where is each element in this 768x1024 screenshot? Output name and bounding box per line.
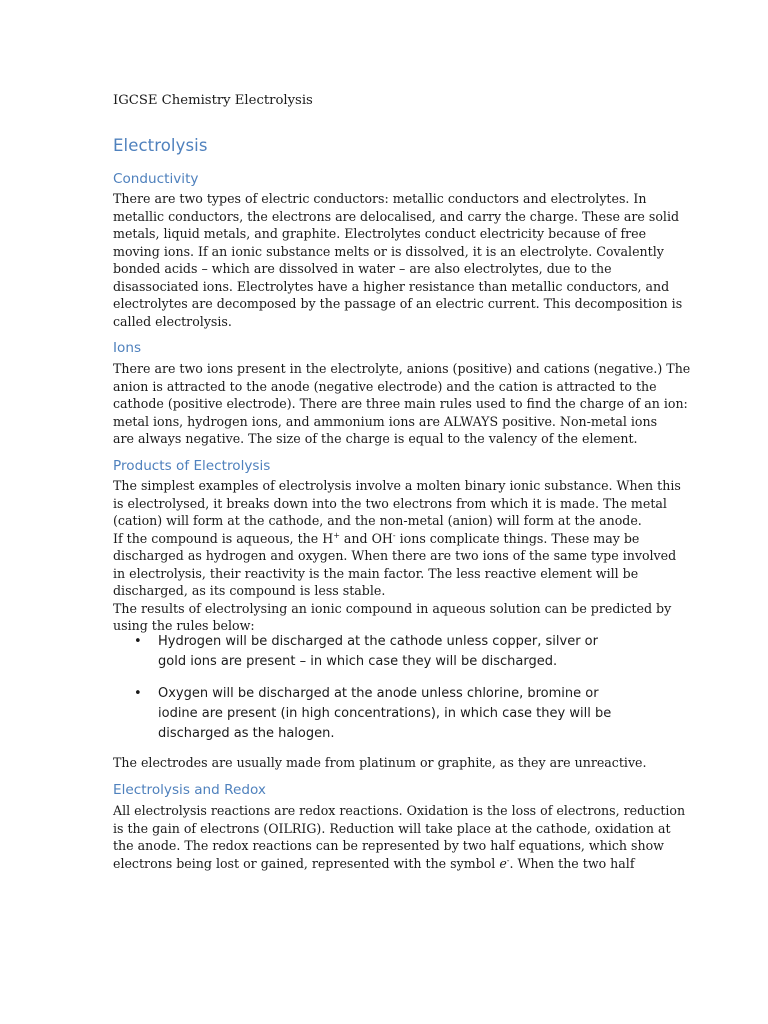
list-item bbox=[113, 684, 673, 744]
superscript: - bbox=[392, 530, 396, 540]
text-line: anion is attracted to the anode (negative electrode) and the cation is attracted to the bbox=[113, 378, 657, 394]
text-line: The simplest examples of electrolysis involve a molten binary ionic substance. When this bbox=[113, 478, 681, 493]
document-header: IGCSE Chemistry Electrolysis bbox=[113, 93, 313, 108]
text-line: in electrolysis, their reactivity is the main factor. The less reactive element will be bbox=[113, 565, 639, 581]
text-line: electrolytes are decomposed by the passage of an electric current. This decomposition is bbox=[113, 296, 683, 311]
electron-symbol: e bbox=[499, 855, 507, 871]
text-line: There are two types of electric conductors: metallic conductors and electrolytes. In bbox=[113, 191, 647, 206]
heading-redox: Electrolysis and Redox bbox=[113, 782, 266, 798]
text-line: Hydrogen will be discharged at the cathode unless copper, silver or bbox=[158, 634, 598, 649]
rules-bullet-list bbox=[113, 632, 673, 756]
text-run: ions complicate things. These may be bbox=[395, 530, 640, 546]
text-run: electrons being lost or gained, represented with the symbol bbox=[113, 855, 500, 871]
superscript: - bbox=[506, 855, 510, 865]
heading-products: Products of Electrolysis bbox=[113, 458, 271, 474]
document-title: Electrolysis bbox=[113, 136, 208, 155]
paragraph-products bbox=[113, 477, 681, 635]
text-line: metallic conductors, the electrons are delocalised, and carry the charge. These are solid bbox=[113, 208, 680, 224]
text-line: All electrolysis reactions are redox reactions. Oxidation is the loss of electrons, reduction bbox=[113, 803, 686, 818]
text-run: and OH bbox=[339, 530, 393, 546]
text-line: cathode (positive electrode). There are three main rules used to find the charge of an ion: bbox=[113, 396, 688, 411]
paragraph-ions bbox=[113, 360, 691, 448]
text-line: The results of electrolysing an ionic compound in aqueous solution can be predicted by bbox=[113, 600, 672, 616]
heading-ions: Ions bbox=[113, 340, 142, 356]
bullet-icon: • bbox=[134, 634, 142, 649]
bullet-icon: • bbox=[134, 686, 142, 701]
superscript: + bbox=[333, 530, 340, 540]
text-line: disassociated ions. Electrolytes have a higher resistance than metallic conductors, and bbox=[113, 278, 670, 294]
text-line: is electrolysed, it breaks down into the two electrons from which it is made. The metal bbox=[113, 495, 667, 511]
text-line: moving ions. If an ionic substance melts or is dissolved, it is an electrolyte. Covalently bbox=[113, 243, 664, 259]
paragraph-electrodes bbox=[113, 754, 673, 772]
text-run: If the compound is aqueous, the H bbox=[113, 530, 334, 546]
paragraph-redox bbox=[113, 802, 686, 872]
electron-symbol-line bbox=[113, 855, 673, 873]
text-line: iodine are present (in high concentrations), in which case they will be bbox=[158, 706, 612, 721]
text-line: metals, liquid metals, and graphite. Electrolytes conduct electricity because of free bbox=[113, 226, 647, 241]
text-line: discharged as the halogen. bbox=[158, 726, 335, 741]
text-line: using the rules below: bbox=[113, 618, 255, 633]
list-item bbox=[113, 632, 673, 672]
aqueous-line bbox=[113, 530, 673, 548]
text-line: discharged, as its compound is less stable. bbox=[113, 583, 386, 598]
heading-conductivity: Conductivity bbox=[113, 171, 199, 187]
text-line: metal ions, hydrogen ions, and ammonium ions are ALWAYS positive. Non-metal ions bbox=[113, 413, 658, 429]
text-line: called electrolysis. bbox=[113, 313, 232, 329]
text-line: discharged as hydrogen and oxygen. When there are two ions of the same type involved bbox=[113, 548, 677, 563]
paragraph-conductivity bbox=[113, 190, 683, 330]
text-line: gold ions are present – in which case they will be discharged. bbox=[158, 654, 558, 669]
text-line: bonded acids – which are dissolved in water – are also electrolytes, due to the bbox=[113, 261, 612, 276]
text-run: . When the two half bbox=[509, 855, 635, 871]
text-line: the anode. The redox reactions can be represented by two half equations, which show bbox=[113, 838, 664, 853]
text-line: (cation) will form at the cathode, and the non-metal (anion) will form at the anode. bbox=[113, 513, 642, 528]
text-line: is the gain of electrons (OILRIG). Reduction will take place at the cathode, oxidation at bbox=[113, 820, 671, 836]
text-line: The electrodes are usually made from platinum or graphite, as they are unreactive. bbox=[113, 755, 647, 770]
text-line: There are two ions present in the electrolyte, anions (positive) and cations (negative.) The bbox=[113, 361, 691, 376]
text-line: are always negative. The size of the charge is equal to the valency of the element. bbox=[113, 431, 638, 446]
text-line: Oxygen will be discharged at the anode unless chlorine, bromine or bbox=[158, 686, 599, 701]
